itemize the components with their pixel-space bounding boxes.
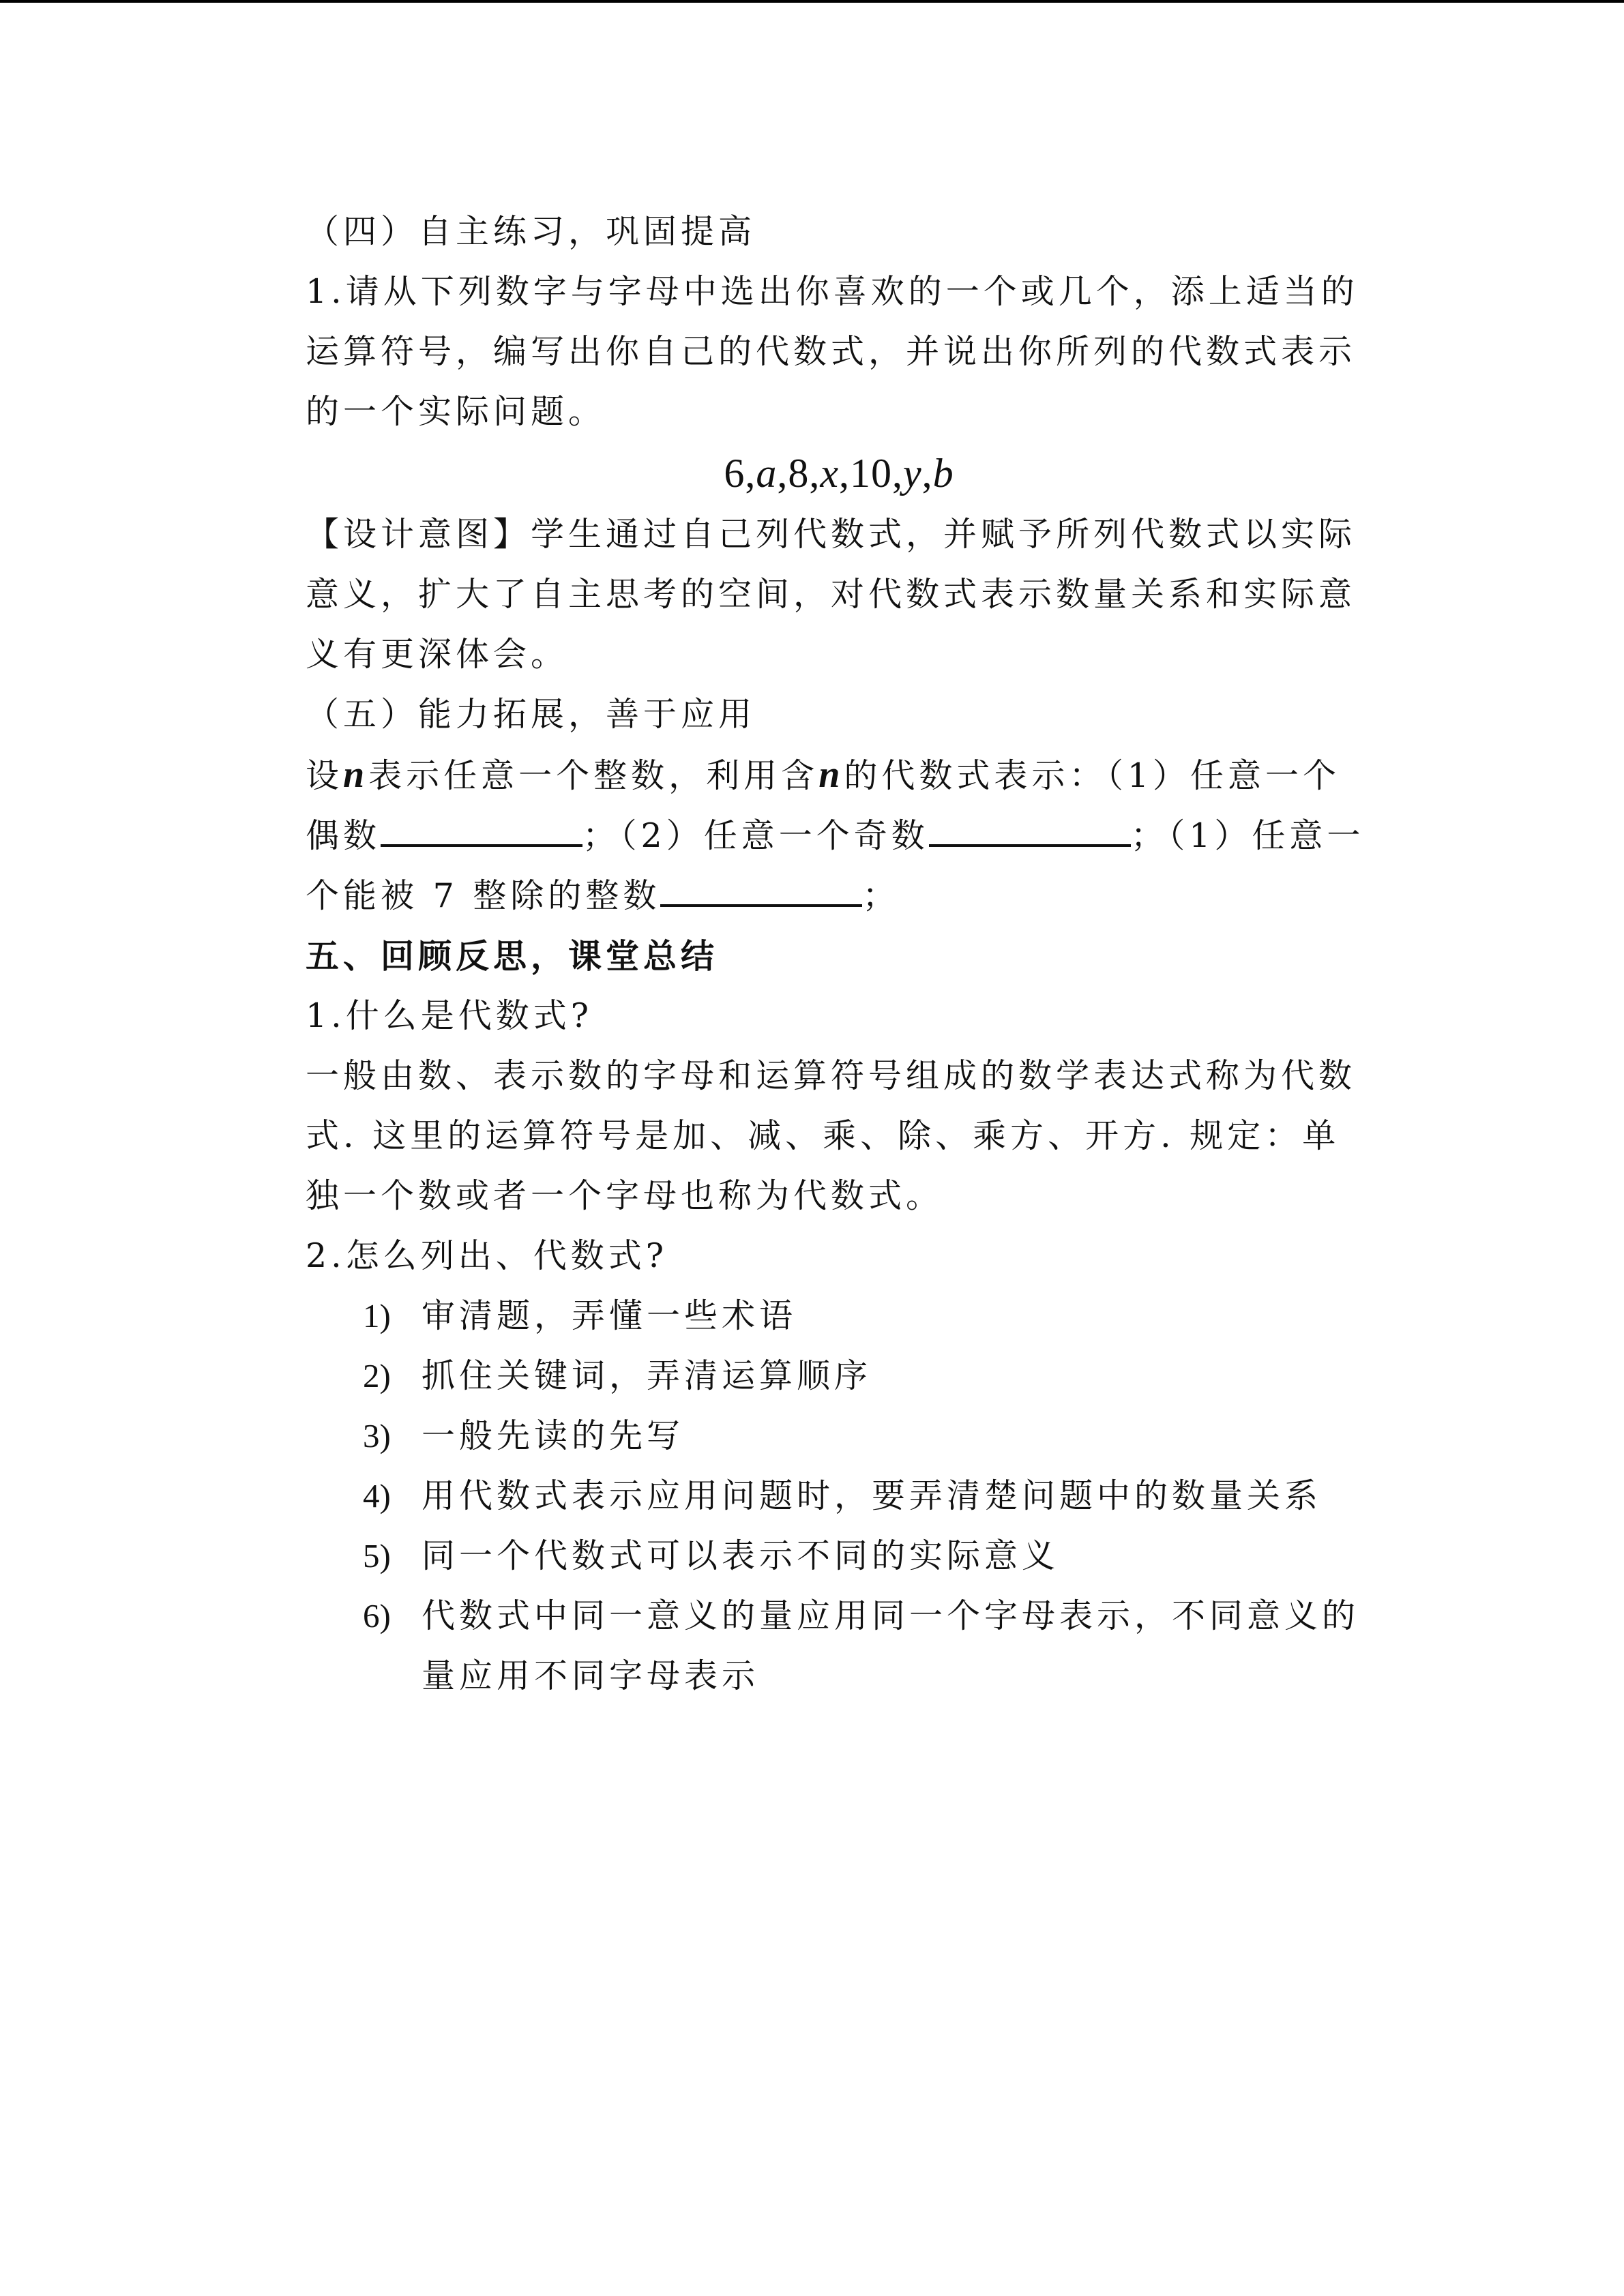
answer-blank-3[interactable]: [660, 877, 862, 907]
list-number: 1): [363, 1297, 391, 1335]
list-item: [363, 1586, 1372, 1706]
section4-heading: （四）自主练习，巩固提高: [306, 212, 756, 251]
variable-n: n: [343, 754, 369, 796]
formula-item: b: [932, 451, 954, 496]
formula-item: 6: [724, 451, 745, 496]
text-mid: 表示任意一个整数，利用含: [368, 756, 819, 795]
summary-question-1: 1.什么是代数式?: [306, 996, 593, 1035]
list-item: [363, 1406, 1372, 1466]
text-divisible: ；（1）任意一个能被 7 整除的整数: [306, 816, 1365, 915]
summary-answer-1: 一般由数、表示数的字母和运算符号组成的数学表达式称为代数式. 这里的运算符号是加、减、乘、除、乘方、开方. 规定：单独一个数或者一个字母也称为代数式。: [306, 1056, 1357, 1215]
formula-item: 8: [788, 451, 810, 496]
list-text: 同一个代数式可以表示不同的实际意义: [422, 1536, 1060, 1575]
list-number: 3): [363, 1417, 391, 1455]
formula-item: x: [820, 451, 839, 496]
variable-n: n: [818, 754, 844, 796]
formula-items: 6,a,8,x,10,y,b: [724, 451, 954, 496]
answer-blank-1[interactable]: [381, 817, 582, 847]
list-item: [363, 1466, 1372, 1526]
list-number: 2): [363, 1357, 391, 1395]
formula-item: 10: [850, 451, 892, 496]
formula-item: a: [756, 451, 778, 496]
design-intent: 【设计意图】学生通过自己列代数式，并赋予所列代数式以实际意义，扩大了自主思考的空间，对代数式表示数量关系和实际意义有更深体会。: [306, 515, 1357, 674]
summary-question-2: 2.怎么列出、代数式?: [306, 1236, 668, 1275]
list-item: [363, 1346, 1372, 1406]
list-item: [363, 1286, 1372, 1346]
text-prefix: 设: [306, 756, 344, 795]
list-number: 5): [363, 1537, 391, 1575]
list-item: [363, 1526, 1372, 1586]
list-text: 审清题，弄懂一些术语: [422, 1296, 797, 1335]
section5-heading: （五）能力拓展，善于应用: [306, 695, 756, 734]
summary-heading: 五、回顾反思，课堂总结: [306, 936, 719, 976]
list-number: 6): [363, 1597, 391, 1635]
text-end: ；: [862, 876, 900, 915]
text-odd: ；（2）任意一个奇数: [582, 816, 929, 855]
list-text: 一般先读的先写: [422, 1416, 685, 1455]
answer-blank-2[interactable]: [929, 817, 1131, 847]
list-text: 用代数式表示应用问题时，要弄清楚问题中的数量关系: [422, 1476, 1323, 1515]
question-1: 1.请从下列数字与字母中选出你喜欢的一个或几个，添上适当的运算符号，编写出你自己的代数式，并说出你所列的代数式表示的一个实际问题。: [306, 272, 1359, 431]
list-text: 代数式中同一意义的量应用同一个字母表示，不同意义的量应用不同字母表示: [422, 1596, 1360, 1695]
text-even: 的代数式表示：（1）任意一个偶数: [306, 756, 1341, 855]
formula-item: y: [903, 451, 922, 496]
steps-list: [306, 1286, 1372, 1706]
extension-question: [306, 745, 1372, 926]
list-text: 抓住关键词，弄清运算顺序: [422, 1356, 872, 1395]
top-border: [0, 0, 1624, 3]
document-body: [306, 202, 1372, 1706]
list-number: 4): [363, 1477, 391, 1515]
